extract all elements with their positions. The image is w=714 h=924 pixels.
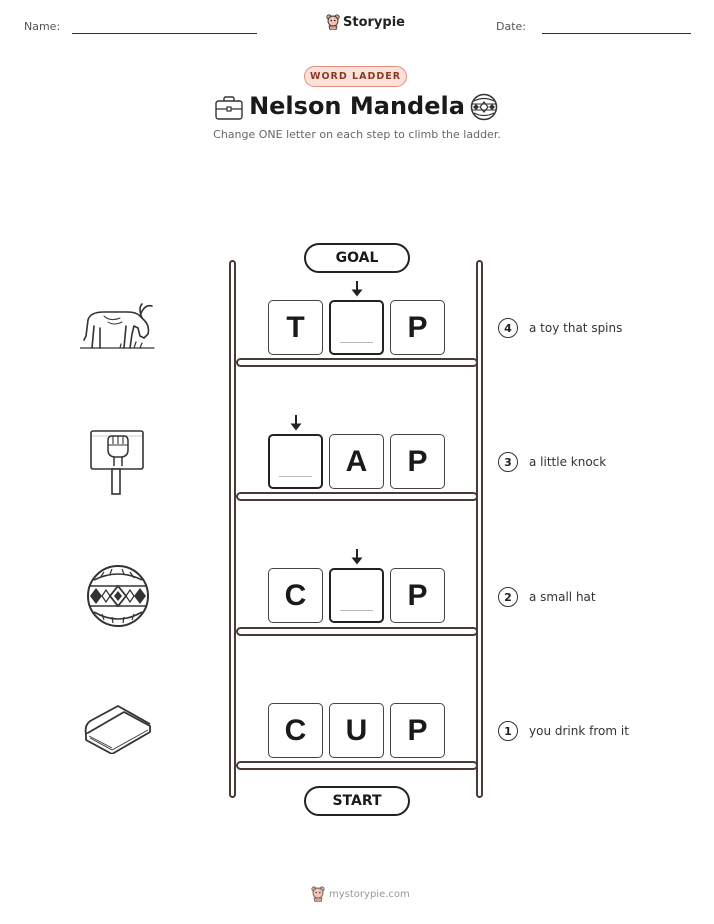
step-number-badge: 4	[498, 318, 518, 338]
letter-blank-tile[interactable]	[329, 568, 384, 623]
arrow-down-icon	[289, 415, 303, 431]
date-label: Date:	[496, 20, 526, 33]
book-icon	[82, 702, 154, 754]
goal-label: GOAL	[304, 243, 410, 273]
start-label: START	[304, 786, 410, 816]
ladder-left-rail	[229, 260, 236, 798]
ladder-rung	[236, 492, 478, 501]
protest-sign-icon	[88, 428, 146, 496]
instructions: Change ONE letter on each step to climb the ladder.	[213, 128, 501, 141]
letter-tile: C	[268, 703, 323, 758]
ladder-rung	[236, 358, 478, 367]
arrow-down-icon	[350, 549, 364, 565]
letter-tile: C	[268, 568, 323, 623]
date-line[interactable]	[542, 33, 691, 34]
arrow-down-icon	[350, 281, 364, 297]
ox-icon	[80, 300, 156, 352]
step-clue: a little knock	[529, 455, 607, 469]
storypie-mascot-icon	[311, 886, 325, 902]
letter-tile: A	[329, 434, 384, 489]
name-label: Name:	[24, 20, 61, 33]
name-line[interactable]	[72, 33, 257, 34]
step-clue: a small hat	[529, 590, 596, 604]
step-number-badge: 1	[498, 721, 518, 741]
letter-tile: P	[390, 568, 445, 623]
letter-blank-tile[interactable]	[268, 434, 323, 489]
ladder-rung	[236, 761, 478, 770]
ladder-right-rail	[476, 260, 483, 798]
footer	[311, 886, 410, 902]
letter-tile: T	[268, 300, 323, 355]
letter-tile: P	[390, 434, 445, 489]
page-title: Nelson Mandela	[249, 92, 465, 120]
brand-name: Storypie	[343, 14, 405, 30]
worksheet-type-badge: WORD LADDER	[304, 66, 407, 87]
step-number-badge: 2	[498, 587, 518, 607]
step-clue: you drink from it	[529, 724, 629, 738]
letter-tile: U	[329, 703, 384, 758]
beaded-pattern-icon	[86, 564, 150, 628]
step-number-badge: 3	[498, 452, 518, 472]
beaded-pattern-icon	[470, 93, 498, 121]
storypie-mascot-icon	[326, 14, 340, 30]
step-clue: a toy that spins	[529, 321, 623, 335]
letter-tile: P	[390, 703, 445, 758]
footer-url: mystorypie.com	[329, 888, 410, 900]
letter-blank-tile[interactable]	[329, 300, 384, 355]
brand-logo	[326, 14, 405, 30]
ladder-rung	[236, 627, 478, 636]
letter-tile: P	[390, 300, 445, 355]
